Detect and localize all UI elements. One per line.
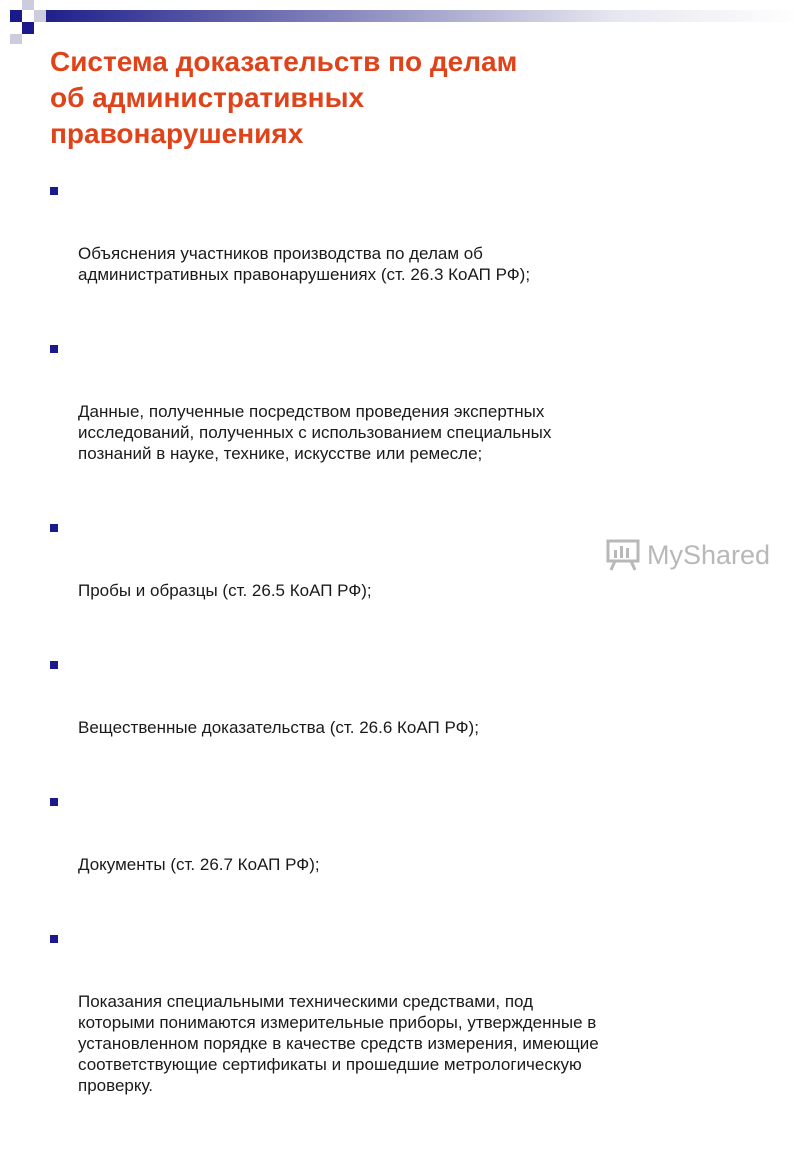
bullet-square-icon [50, 935, 58, 943]
bullet-text: Объяснения участников производства по делам об административных правонарушениях (ст. 26.3 КоАП РФ); [78, 244, 531, 284]
presentation-board-icon [605, 538, 641, 572]
decor-square [22, 22, 34, 34]
slide-title [50, 44, 750, 152]
bullet-text: Вещественные доказательства (ст. 26.6 КоАП РФ); [78, 718, 479, 737]
watermark-text: MyShared [647, 539, 771, 570]
bullet-text: Документы (ст. 26.7 КоАП РФ); [78, 855, 320, 874]
bullet-list [50, 180, 750, 1149]
bullet-square-icon [50, 345, 58, 353]
bullet-item [50, 338, 750, 506]
header-gradient-bar [46, 10, 800, 22]
watermark-logo [605, 537, 770, 573]
decor-square [10, 10, 22, 22]
bullet-square-icon [50, 798, 58, 806]
title-line: правонарушениях [50, 118, 304, 149]
bullet-square-icon [50, 524, 58, 532]
title-line: об административных [50, 82, 365, 113]
bullet-text: Пробы и образцы (ст. 26.5 КоАП РФ); [78, 581, 372, 600]
bullet-item [50, 654, 750, 780]
bullet-item [50, 517, 750, 643]
bullet-square-icon [50, 661, 58, 669]
bullet-item [50, 928, 750, 1138]
decor-square [34, 10, 46, 22]
decor-square [22, 0, 34, 10]
bullet-square-icon [50, 187, 58, 195]
title-line: Система доказательств по делам [50, 46, 518, 77]
bullet-item [50, 180, 750, 327]
bullet-item [50, 791, 750, 917]
bullet-text: Данные, полученные посредством проведения экспертных исследований, полученных с использованием специальных познаний в науке, технике, искусстве или ремесле; [78, 402, 552, 463]
bullet-text: Показания специальными техническими средствами, под которыми понимаются измерительные приборы, утвержденные в установленном порядке в качестве средств измерения, имеющие соответствующие сертификаты и прошедшие метрологическую проверку. [78, 992, 599, 1095]
decor-square [10, 34, 22, 44]
